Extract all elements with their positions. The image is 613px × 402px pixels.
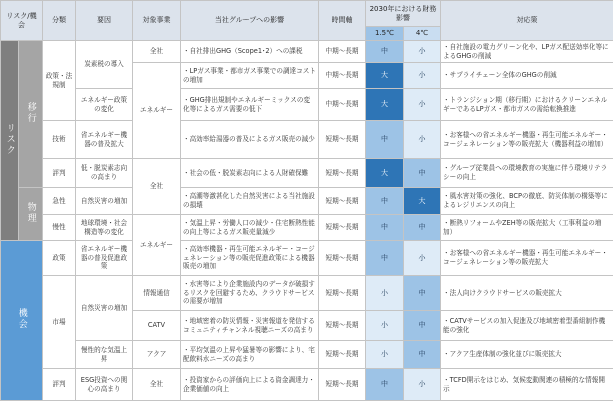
row-3-impact: ・高効率給湯器の普及によるガス販売の減少: [181, 121, 319, 159]
row-10-impact-4c: 中: [404, 341, 441, 369]
opportunity-group-label: 機会: [16, 308, 27, 331]
row-9-impact-1-5c: 小: [366, 311, 404, 341]
row-8-impact: ・水害等により企業施設内のデータが破損するリスクを回避するため、クラウドサービスの需要が増加: [181, 276, 319, 311]
row-8-timeframe: 短期～長期: [319, 276, 366, 311]
row-1-impact: ・LPガス事業・都市ガス事業での調達コストの増加: [181, 63, 319, 89]
row-0-category: 政策・法規制: [43, 41, 76, 121]
row-6-factor: 地球環境・社会構造等の変化: [76, 215, 133, 241]
row-11-factor: ESG投資への関心の高まり: [76, 369, 133, 401]
row-10-timeframe: 短期～長期: [319, 341, 366, 369]
row-0-factor: 炭素税の導入: [76, 41, 133, 89]
row-8-business: 情報通信: [133, 276, 181, 311]
row-4-business: 全社: [133, 159, 181, 215]
row-2-timeframe: 中期～長期: [319, 89, 366, 121]
row-2-impact-4c: 小: [404, 89, 441, 121]
row-6-impact: ・気温上昇・労働人口の減少・住宅断熱性能の向上等によるガス販売量減少: [181, 215, 319, 241]
transition-group-cell: [19, 41, 43, 188]
row-5-category: 急性: [43, 188, 76, 215]
row-7-impact-1-5c: 中: [366, 241, 404, 276]
table-row: [1, 188, 613, 215]
row-0-response: ・自社施設の電力グリーン化や、LPガス配送効率化等によるGHGの削減: [441, 41, 613, 63]
header-row: [1, 1, 613, 27]
row-9-timeframe: 短期～長期: [319, 311, 366, 341]
row-1-impact-4c: 小: [404, 63, 441, 89]
row-6-business: エネルギー: [133, 215, 181, 276]
transition-group-label: 移行: [25, 101, 36, 124]
row-7-response: ・お客様への省エネルギー機器・再生可能エネルギー・コージェネレーション等の販売拡大: [441, 241, 613, 276]
row-11-impact: ・投資家からの評価向上による資金調達力・企業価値の向上: [181, 369, 319, 401]
row-6-category: 慢性: [43, 215, 76, 241]
row-9-response: ・CATVサービスの加入促進及び地域密着型番組制作機能の強化: [441, 311, 613, 341]
row-5-factor: 自然災害の増加: [76, 188, 133, 215]
row-3-factor: 省エネルギー機器の普及拡大: [76, 121, 133, 159]
row-10-impact: ・平均気温の上昇や猛暑等の影響により、宅配飲料水ニーズの高まり: [181, 341, 319, 369]
header-financial-impact: 2030年における財務影響: [366, 1, 441, 27]
row-3-impact-4c: 小: [404, 121, 441, 159]
row-3-category: 技術: [43, 121, 76, 159]
row-9-impact-4c: 中: [404, 311, 441, 341]
row-8-impact-4c: 中: [404, 276, 441, 311]
row-0-business: 全社: [133, 41, 181, 63]
row-4-impact: ・社会の低・脱炭素志向による人財確保難: [181, 159, 319, 188]
row-0-impact-1-5c: 中: [366, 41, 404, 63]
table-row: [1, 121, 613, 159]
risk-group-cell: [1, 41, 19, 241]
table-row: [1, 215, 613, 241]
row-11-category: 評判: [43, 369, 76, 401]
header-business: 対象事業: [133, 1, 181, 41]
row-3-response: ・お客様への省エネルギー機器・再生可能エネルギー・コージェネレーション等の販売拡大（機器利益の増加）: [441, 121, 613, 159]
row-10-impact-1-5c: 小: [366, 341, 404, 369]
row-11-impact-1-5c: 中: [366, 369, 404, 401]
table-row: [1, 276, 613, 311]
table-row: [1, 241, 613, 276]
row-4-timeframe: 短期～長期: [319, 159, 366, 188]
row-0-impact: ・自社排出GHG（Scope1･2）への課税: [181, 41, 319, 63]
row-5-timeframe: 短期～長期: [319, 188, 366, 215]
table-row: [1, 41, 613, 63]
physical-group-label: 物理: [25, 201, 36, 224]
header-scenario-4c: 4℃: [404, 27, 441, 41]
row-11-response: ・TCFD開示をはじめ、気候変動関連の積極的な情報開示: [441, 369, 613, 401]
table-row: [1, 89, 613, 121]
row-9-impact: ・地域密着の防災情報・災害報道を発信するコミュニティチャンネル視聴ニーズの高まり: [181, 311, 319, 341]
row-6-response: ・断熱リフォームやZEH等の販売拡大（工事利益の増加）: [441, 215, 613, 241]
row-11-impact-4c: 小: [404, 369, 441, 401]
row-8-response: ・法人向けクラウドサービスの販売拡大: [441, 276, 613, 311]
risk-group-label: リスク: [4, 122, 15, 156]
row-11-business: 全社: [133, 369, 181, 401]
row-11-timeframe: 短期～長期: [319, 369, 366, 401]
header-timeframe: 時間軸: [319, 1, 366, 41]
row-4-impact-1-5c: 大: [366, 159, 404, 188]
row-1-impact-1-5c: 大: [366, 63, 404, 89]
row-7-category: 政策: [43, 241, 76, 276]
physical-group-cell: [19, 188, 43, 241]
row-2-factor: エネルギー政策の変化: [76, 89, 133, 121]
row-4-impact-4c: 中: [404, 159, 441, 188]
row-1-timeframe: 中期～長期: [319, 63, 366, 89]
row-9-business: CATV: [133, 311, 181, 341]
row-8-factor: 自然災害の増加: [76, 276, 133, 341]
row-5-response: ・風水害対策の強化、BCPの徹底、防災体制の構築等によるレジリエンスの向上: [441, 188, 613, 215]
row-7-impact-4c: 小: [404, 241, 441, 276]
header-impact: 当社グループへの影響: [181, 1, 319, 41]
row-4-category: 評判: [43, 159, 76, 188]
row-0-impact-4c: 小: [404, 41, 441, 63]
opportunity-group-cell: [1, 241, 43, 401]
row-0-timeframe: 中期～長期: [319, 41, 366, 63]
table-header: [1, 1, 613, 41]
row-8-category: 市場: [43, 276, 76, 369]
table-row: [1, 341, 613, 369]
row-1-business: エネルギー: [133, 63, 181, 159]
row-10-factor: 慢性的な気温上昇: [76, 341, 133, 369]
row-2-impact-1-5c: 大: [366, 89, 404, 121]
row-3-timeframe: 短期～長期: [319, 121, 366, 159]
row-6-impact-4c: 中: [404, 215, 441, 241]
header-scenario-1-5c: 1.5℃: [366, 27, 404, 41]
header-category: 分類: [43, 1, 76, 41]
row-10-response: ・アクア生産体制の強化並びに販売拡大: [441, 341, 613, 369]
table-row: [1, 159, 613, 188]
row-1-response: ・サプライチェーン全体のGHGの削減: [441, 63, 613, 89]
row-7-factor: 省エネルギー機器の普及促進政策: [76, 241, 133, 276]
row-2-impact: ・GHG排出規制やエネルギーミックスの変化等によるガス需要の低下: [181, 89, 319, 121]
header-risk-opportunity: リスク/機会: [1, 1, 43, 41]
row-5-impact-1-5c: 中: [366, 188, 404, 215]
row-10-business: アクア: [133, 341, 181, 369]
row-7-timeframe: 短期～長期: [319, 241, 366, 276]
header-factor: 要因: [76, 1, 133, 41]
table-row: [1, 369, 613, 401]
row-3-impact-1-5c: 中: [366, 121, 404, 159]
row-6-impact-1-5c: 中: [366, 215, 404, 241]
row-5-impact-4c: 大: [404, 188, 441, 215]
row-4-response: ・グループ従業員への環境教育の実施に伴う環境リテラシーの向上: [441, 159, 613, 188]
row-2-response: ・トランジション期（移行期）におけるクリーンエネルギーであるLPガス・都市ガスの需給転換推進: [441, 89, 613, 121]
row-6-timeframe: 短期～長期: [319, 215, 366, 241]
row-7-impact: ・高効率機器・再生可能エネルギー・コージェネレーション等の販売促進政策による機器販売の増加: [181, 241, 319, 276]
header-response: 対応策: [441, 1, 613, 41]
row-8-impact-1-5c: 小: [366, 276, 404, 311]
row-4-factor: 低・脱炭素志向の高まり: [76, 159, 133, 188]
row-5-impact: ・高潮等激甚化した自然災害による当社施設の損壊: [181, 188, 319, 215]
table-body: [1, 41, 613, 401]
